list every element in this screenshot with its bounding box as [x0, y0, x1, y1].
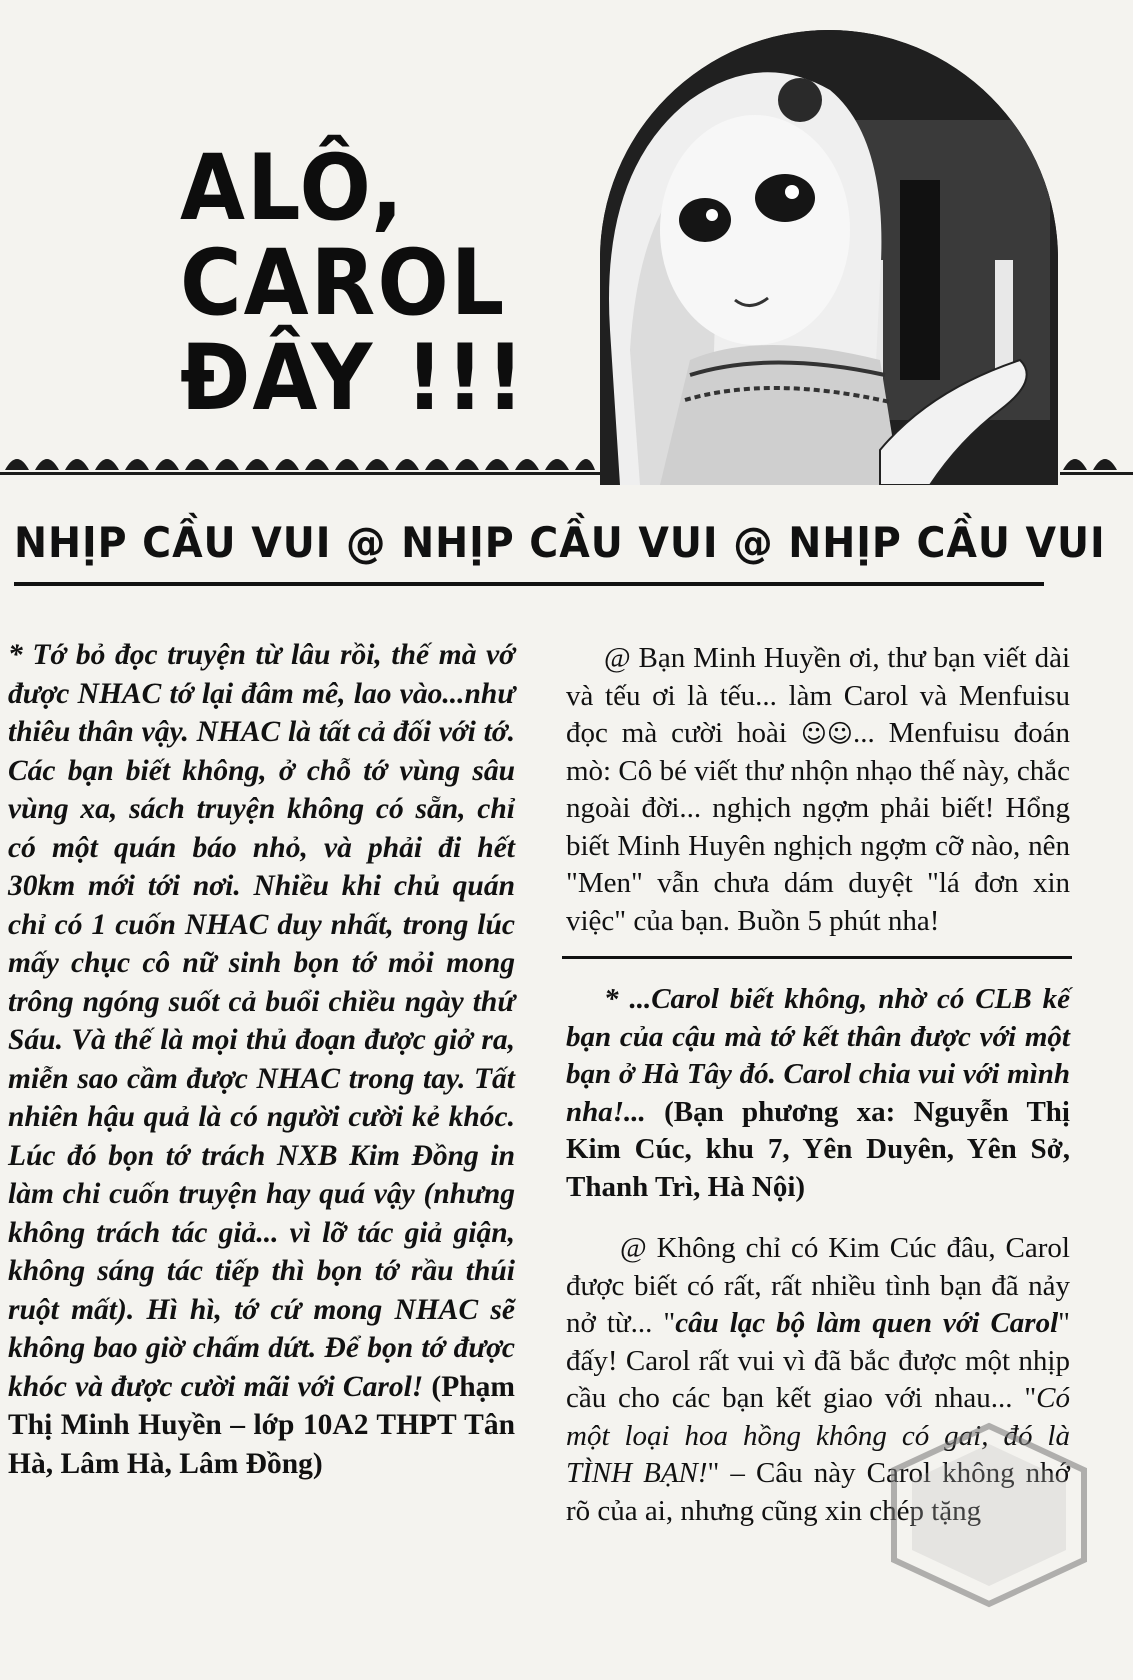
reply2-club-name: câu lạc bộ làm quen với Carol: [675, 1307, 1059, 1339]
title-line-3: ĐÂY !!!: [180, 324, 527, 431]
title-line-1: ALÔ,: [180, 134, 406, 241]
letter-kim-cuc: [566, 981, 1070, 1206]
title-line-2: CAROL: [180, 229, 507, 336]
watermark-stamp: [884, 1420, 1094, 1610]
left-column-letter: [8, 636, 515, 1483]
reply-to-minh-huyen: [566, 640, 1070, 940]
ornamental-border-left: [0, 440, 600, 480]
smiley-icon: ☺☺: [800, 719, 853, 748]
reply2-text-a: @ Không chỉ có Kim Cúc đâu, Carol được biết có rất, rất nhiều tình bạn đã nảy nở từ... ": [566, 1232, 1070, 1339]
banner-rule: [14, 582, 1044, 586]
column-divider: [562, 956, 1072, 959]
reply1-text-a: @ Bạn Minh Huyền ơi, thư bạn viết dài và tếu ơi là tếu... làm Carol và Menfuisu đọc mà cười hoài: [566, 642, 1070, 749]
page-title: [180, 134, 600, 431]
carol-illustration: [600, 30, 1058, 485]
ornamental-border-right: [1060, 440, 1133, 480]
letter2-text: * ...Carol biết không, nhờ có CLB kế bạn của cậu mà tớ kết thân được với một bạn ở Hà Tây đó. Carol chia vui với mình nha!...: [566, 983, 1070, 1128]
letter-text: * Tớ bỏ đọc truyện từ lâu rồi, thế mà vớ được NHAC tớ lại đâm mê, lao vào...như thiêu thân vậy. NHAC là tất cả đối với tớ. Các bạn biết không, ở chỗ tớ vùng sâu vùng xa, sách truyện không có sẵn, chỉ có một quán báo nhỏ, và phải đi hết 30km mới tới nơi. Nhiều khi chủ quán chỉ có 1 cuốn NHAC duy nhất, trong lúc mấy chục cô nữ sinh bọn tớ mỏi mong trông ngóng suốt cả buổi chiều ngày thứ Sáu. Và thế là mọi thủ đoạn được giở ra, miễn sao cầm được NHAC trong tay. Tất nhiên hậu quả là có người cười kẻ khóc. Lúc đó bọn tớ trách NXB Kim Đồng in làm chi cuốn truyện hay quá vậy (nhưng không trách tác giả... vì lỡ tác giả giận, không sáng tác tiếp thì bọn tớ rầu thúi ruột mất). Hì hì, tớ cứ mong NHAC sẽ không bao giờ chấm dứt. Để bọn tớ được khóc và được cười mãi với Carol!: [8, 639, 515, 1403]
reply2-text-c: " – Câu này Carol không nhớ rõ của ai, nhưng cũng xin chép tặng: [566, 1457, 1070, 1527]
right-column: [566, 640, 1070, 1530]
reply2-quote: Có một loại hoa hồng không có gai, đó là TÌNH BẠN!: [566, 1382, 1070, 1489]
letter-byline: (Phạm Thị Minh Huyền – lớp 10A2 THPT Tân Hà, Lâm Hà, Lâm Đồng): [8, 1370, 515, 1480]
reply2-text-b: " đấy! Carol rất vui vì đã bắc được một nhịp cầu cho các bạn kết giao với nhau... ": [566, 1307, 1070, 1414]
letter2-byline: (Bạn phương xa: Nguyễn Thị Kim Cúc, khu 7, Yên Duyên, Yên Sở, Thanh Trì, Hà Nội): [566, 1095, 1070, 1203]
section-banner: NHỊP CẦU VUI @ NHỊP CẦU VUI @ NHỊP CẦU VUI: [14, 518, 1106, 567]
reply1-text-b: ... Menfuisu đoán mò: Cô bé viết thư nhộn nhạo thế này, chắc ngoài đời... nghịch ngợm phải biết! Hổng biết Minh Huyên nghịch ngợm cỡ nào, nên "Men" vẫn chưa dám duyệt "lá đơn xin việc" của bạn. Buồn 5 phút nha!: [566, 717, 1071, 937]
